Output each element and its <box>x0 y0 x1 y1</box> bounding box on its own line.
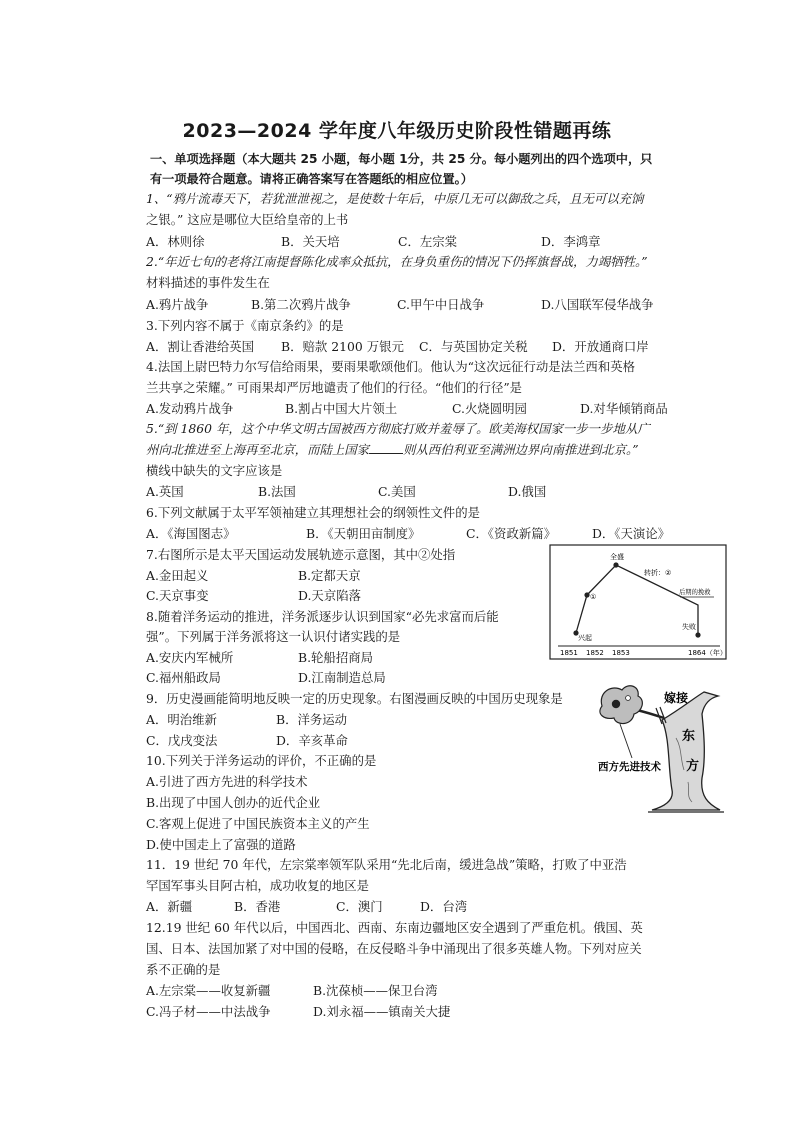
q8-stem-line1: 8.随着洋务运动的推进，洋务派逐步认识到国家“必先求富而后能 <box>146 609 499 624</box>
q5-stem-line1: 5.“到 1860 年，这个中华文明古国被西方彻底打败并羞辱了。欧美海权国家一步一步地从广 <box>146 421 650 436</box>
q8-option-c: C.福州船政局 <box>146 670 221 685</box>
q1-option-a: A．林则徐 <box>146 234 205 249</box>
q11-option-d: D．台湾 <box>420 899 468 914</box>
label-rise: 兴起 <box>578 634 592 642</box>
q2-option-b: B.第二次鸦片战争 <box>251 297 351 312</box>
q6-option-c: C．《资政新篇》 <box>466 526 557 541</box>
label-east-1: 东 <box>682 729 696 744</box>
q11-option-b: B．香港 <box>234 899 281 914</box>
q12-stem-line1: 12.19 世纪 60 年代以后，中国西北、西南、东南边疆地区安全遇到了严重危机。俄国、英 <box>146 920 643 935</box>
section-header-line1: 一、单项选择题（本大题共 25 小题，每小题 1分，共 25 分。每小题列出的四个选项中，只 <box>150 152 653 166</box>
label-point-1: ① <box>590 593 597 601</box>
tick-1864: 1864（年） <box>688 649 727 657</box>
q3-stem: 3.下列内容不属于《南京条约》的是 <box>146 318 344 333</box>
q10-option-b: B.出现了中国人创办的近代企业 <box>146 795 321 810</box>
q8-option-d: D.江南制造总局 <box>298 670 386 685</box>
q3-option-d: D．开放通商口岸 <box>552 339 649 354</box>
q7-option-a: A.金田起义 <box>146 568 209 583</box>
q10-stem: 10.下列关于洋务运动的评价，不正确的是 <box>146 753 377 768</box>
q5-stem-line2 <box>146 442 639 458</box>
q1-stem-line2: 之银。” 这应是哪位大臣给皇帝的上书 <box>146 212 349 227</box>
point-failure <box>695 632 700 637</box>
q11-stem-line2: 罕国军事头目阿古柏，成功收复的地区是 <box>146 878 370 893</box>
tick-1853: 1853 <box>612 649 630 657</box>
label-pointer-line <box>620 724 632 758</box>
q8-option-a: A.安庆内军械所 <box>146 650 234 665</box>
q5-answer-blank <box>369 443 403 454</box>
label-western-tech: 西方先进技术 <box>598 761 661 773</box>
q4-option-b: B.割占中国大片领土 <box>285 401 398 416</box>
section-header-line2: 有一项最符合题意。请将正确答案写在答题纸的相应位置。） <box>150 172 473 186</box>
q1-option-c: C．左宗棠 <box>398 234 458 249</box>
q1-option-b: B．关天培 <box>281 234 340 249</box>
page-title: 2023—2024 学年度八年级历史阶段性错题再练 <box>182 120 612 142</box>
tree-trunk <box>652 692 720 810</box>
point-1 <box>584 592 589 597</box>
q8-stem-line2: 强”。下列属于洋务派将这一认识付诸实践的是 <box>146 629 401 644</box>
q3-option-c: C．与英国协定关税 <box>419 339 528 354</box>
q4-option-c: C.火烧圆明园 <box>452 401 527 416</box>
q2-option-a: A.鸦片战争 <box>146 297 209 312</box>
label-graft: 嫁接 <box>664 691 689 705</box>
q7-option-d: D.天京陷落 <box>298 588 361 603</box>
q2-stem-line1: 2.“年近七旬的老将江南提督陈化成率众抵抗，在身负重伤的情况下仍挥旗督战，力竭牺牲。” <box>146 254 648 269</box>
label-failure: 失败 <box>682 623 696 631</box>
q5-stem-line2-part2: 则从西伯利亚至满洲边界向南推进到北京。” <box>403 442 639 457</box>
q5-option-c: C.美国 <box>378 484 416 499</box>
q5-stem-line3: 横线中缺失的文字应该是 <box>146 463 283 478</box>
foliage-dot <box>626 696 631 701</box>
q12-option-d: D.刘永福——镇南关大捷 <box>313 1004 451 1019</box>
foreign-foliage <box>600 686 642 724</box>
diagram-frame <box>550 545 726 659</box>
q9-option-a: A．明治维新 <box>146 712 217 727</box>
q9-stem: 9．历史漫画能简明地反映一定的历史现象。右图漫画反映的中国历史现象是 <box>146 691 563 706</box>
q10-option-c: C.客观上促进了中国民族资本主义的产生 <box>146 816 370 831</box>
q3-option-a: A．割让香港给英国 <box>146 339 255 354</box>
q11-stem-line1: 11．19 世纪 70 年代，左宗棠率领军队采用“先北后南，缓进急战”策略，打败了中亚浩 <box>146 857 627 872</box>
q6-option-b: B．《天朝田亩制度》 <box>306 526 421 541</box>
tick-1852: 1852 <box>586 649 604 657</box>
foliage-spot <box>612 700 620 708</box>
q4-option-a: A.发动鸦片战争 <box>146 401 234 416</box>
q4-stem-line2: 兰共享之荣耀。” 可雨果却严厉地谴责了他们的行径。“他们的行径”是 <box>146 380 523 395</box>
q9-option-b: B．洋务运动 <box>276 712 348 727</box>
q5-option-a: A.英国 <box>146 484 184 499</box>
label-east-2: 方 <box>686 759 700 774</box>
q12-stem-line3: 系不正确的是 <box>146 962 221 977</box>
q9-option-d: D．辛亥革命 <box>276 733 348 748</box>
q2-option-d: D.八国联军侵华战争 <box>541 297 654 312</box>
q7-stem: 7.右图所示是太平天国运动发展轨迹示意图，其中②处指 <box>146 547 456 562</box>
q4-stem-line1: 4.法国上尉巴特力尔写信给雨果，要雨果歌颂他们。他认为“这次远征行动是法兰西和英格 <box>146 359 635 374</box>
q5-stem-line2-part1: 州向北推进至上海再至北京，而陆上国家 <box>146 442 370 457</box>
q6-option-d: D．《天演论》 <box>592 526 671 541</box>
grafting-cartoon <box>592 678 744 818</box>
q12-option-a: A.左宗棠——收复新疆 <box>146 983 271 998</box>
q11-option-c: C．澳门 <box>336 899 383 914</box>
q3-option-b: B．赔款 2100 万银元 <box>281 339 404 354</box>
q1-stem-line1: 1、“鸦片流毒天下，若犹泄泄视之，是使数十年后，中原几无可以御敌之兵，且无可以充饷 <box>146 191 644 206</box>
q2-option-c: C.甲午中日战争 <box>397 297 485 312</box>
q7-option-c: C.天京事变 <box>146 588 209 603</box>
label-turn: 转折：② <box>644 569 672 577</box>
q4-option-d: D.对华倾销商品 <box>580 401 668 416</box>
q12-option-c: C.冯子材——中法战争 <box>146 1004 271 1019</box>
q12-stem-line2: 国、日本、法国加紧了对中国的侵略，在反侵略斗争中涌现出了很多英雄人物。下列对应关 <box>146 941 642 956</box>
point-peak <box>613 562 618 567</box>
q5-option-b: B.法国 <box>258 484 296 499</box>
q9-option-c: C．戊戌变法 <box>146 733 218 748</box>
q1-option-d: D．李鸿章 <box>541 234 601 249</box>
q7-option-b: B.定都天京 <box>298 568 361 583</box>
q8-option-b: B.轮船招商局 <box>298 650 373 665</box>
q6-stem: 6.下列文献属于太平军领袖建立其理想社会的纲领性文件的是 <box>146 505 480 520</box>
label-late-rescue: 后期的挽救 <box>679 589 711 596</box>
q5-option-d: D.俄国 <box>508 484 547 499</box>
label-peak: 全盛 <box>610 553 624 561</box>
q12-option-b: B.沈葆桢——保卫台湾 <box>313 983 438 998</box>
q6-option-a: A．《海国图志》 <box>146 526 236 541</box>
q10-option-d: D.使中国走上了富强的道路 <box>146 837 296 852</box>
tick-1851: 1851 <box>560 649 578 657</box>
q10-option-a: A.引进了西方先进的科学技术 <box>146 774 308 789</box>
taiping-trajectory-diagram <box>548 543 728 661</box>
q2-stem-line2: 材料描述的事件发生在 <box>146 275 270 290</box>
q11-option-a: A．新疆 <box>146 899 193 914</box>
